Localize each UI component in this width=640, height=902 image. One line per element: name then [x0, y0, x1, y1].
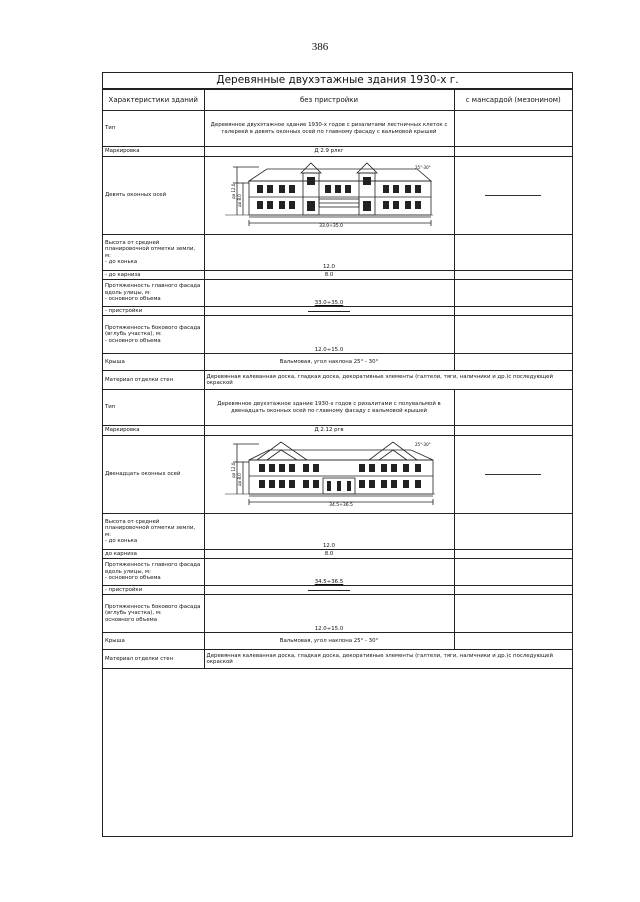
s1-side-facade-label: Протяженность бокового фасада (вглубь участка), м: — [105, 324, 201, 338]
s1-side-volume-value: 12.0÷15.0 — [204, 316, 454, 354]
s1-marking-row — [103, 147, 572, 157]
s1-marking-value: Д 2.9 рлкг — [204, 147, 454, 157]
s1-marking-label: Маркировка — [103, 147, 204, 157]
s2-marking-value: Д 2.12 ргв — [204, 426, 454, 436]
s2-facade-drawing — [219, 438, 439, 512]
s2-facade-drawing-cell — [204, 436, 454, 514]
s1-extensions-label: - пристройки — [103, 307, 204, 316]
s1-side-volume-label: - основного объема — [105, 337, 161, 344]
s1-height-label: Высота от средней планировочной отметки земли, м: — [105, 239, 196, 259]
s1-type-row — [103, 111, 572, 147]
s2-height-cornice: до 8.0 — [237, 472, 242, 486]
s2-empty-dash — [485, 474, 541, 475]
s2-roof-value: Вальмовая, угол наклона 25° - 30° — [204, 633, 454, 650]
s2-height-ridge: до 12.0 — [231, 462, 236, 478]
s2-cornice-row — [103, 550, 572, 559]
header-without-extension: без пристройки — [204, 90, 454, 111]
s1-type-label: Тип — [103, 111, 204, 147]
s2-finish-row — [103, 650, 572, 669]
header-characteristics: Характеристики зданий — [103, 90, 204, 111]
s1-roof-value: Вальмовая, угол наклона 25° - 30° — [204, 354, 454, 371]
s1-facade-drawing-cell — [204, 157, 454, 235]
s2-main-volume-label: - основного объема — [105, 575, 161, 582]
s1-roof-label: Крыша — [103, 354, 204, 371]
s2-extensions-row — [103, 586, 572, 595]
s1-height-cornice: до 8.0 — [237, 193, 242, 207]
s1-side-facade-row — [103, 316, 572, 354]
table-title: Деревянные двухэтажные здания 1930-х г. — [103, 73, 572, 89]
s2-type-row — [103, 390, 572, 426]
header-row — [103, 90, 572, 111]
s2-roof-angle: 25°-30° — [415, 441, 431, 447]
s1-cornice-value: 8.0 — [204, 271, 454, 280]
s2-side-facade-row — [103, 595, 572, 633]
s2-roof-row — [103, 633, 572, 650]
s1-ridge-label: - до конька — [105, 258, 138, 265]
s1-facade-drawing — [219, 159, 439, 233]
s1-width-dim: 33.0÷35.0 — [319, 223, 343, 229]
s2-cornice-label: до карниза — [103, 550, 204, 559]
s2-ridge-label: - до конька — [105, 537, 138, 544]
s2-drawing-label: Двенадцать оконных осей — [103, 436, 204, 514]
s1-finish-label: Материал отделки стен — [103, 371, 204, 390]
s1-empty-dash — [485, 195, 541, 196]
s2-drawing-row — [103, 436, 572, 514]
s2-finish-label: Материал отделки стен — [103, 650, 204, 669]
page-number: 386 — [311, 41, 329, 53]
s2-side-facade-label: Протяженность бокового фасада (вглубь участка), м: — [105, 603, 201, 617]
s2-marking-row — [103, 426, 572, 436]
s1-cornice-row — [103, 271, 572, 280]
s2-extensions-label: - пристройки — [103, 586, 204, 595]
s1-main-volume-label: - основного объема — [105, 296, 161, 303]
s2-marking-label: Маркировка — [103, 426, 204, 436]
s1-type-text: Деревянное двухэтажное здание 1930-х годов с ризалитами лестничных клеток с галереей в девять оконных осей по главному фасаду с вальмовой крышей — [204, 111, 454, 147]
s2-main-facade-row — [103, 559, 572, 586]
characteristics-table — [103, 89, 572, 669]
s2-ridge-value: 12.0 — [204, 514, 454, 550]
s2-height-label: Высота от средней планировочной отметки земли, м: — [105, 518, 196, 538]
s1-ridge-value: 12.0 — [204, 235, 454, 271]
s2-cornice-value: 8.0 — [204, 550, 454, 559]
characteristics-table-frame — [102, 72, 573, 837]
s1-roof-row — [103, 354, 572, 371]
s2-main-volume-value: 34.5÷36.5 — [314, 578, 344, 585]
s2-height-row — [103, 514, 572, 550]
s2-extensions-dash — [308, 590, 350, 591]
s1-main-facade-label: Протяженность главного фасада вдоль улицы, м: — [105, 283, 201, 296]
s1-cornice-label: - до карниза — [103, 271, 204, 280]
s1-main-volume-value: 33.0÷35.0 — [314, 299, 344, 306]
s2-type-text: Деревянное двухэтажное здание 1930-х годов с ризалитами с полувальмой в двенадцать оконных осей по главному фасаду с вальмовой крышей — [204, 390, 454, 426]
s2-main-facade-label: Протяженность главного фасада вдоль улицы, м: — [105, 562, 201, 575]
s2-side-volume-label: основного объема — [105, 616, 158, 623]
s1-extensions-row — [103, 307, 572, 316]
s1-mansard-drawing-cell — [454, 157, 572, 235]
s1-finish-row — [103, 371, 572, 390]
header-with-mansard: с мансардой (мезонином) — [454, 90, 572, 111]
s1-drawing-label: Девять оконных осей — [103, 157, 204, 235]
s2-roof-label: Крыша — [103, 633, 204, 650]
s2-mansard-drawing-cell — [454, 436, 572, 514]
s1-extensions-dash — [308, 311, 350, 312]
s1-drawing-row — [103, 157, 572, 235]
s1-roof-angle: 25°-30° — [415, 164, 431, 170]
s2-type-label: Тип — [103, 390, 204, 426]
s2-finish-value: Деревянная калеванная доска, гладкая доска, декоративные элементы (галтели, тяги, наличники и др.)с последующей окраской — [204, 650, 572, 669]
s1-finish-value: Деревянная калеванная доска, гладкая доска, декоративные элементы (галтели, тяги, наличники и др.)с последующей окраской — [204, 371, 572, 390]
s1-height-ridge: до 12.0 — [231, 183, 236, 199]
s2-width-dim: 34.5÷36.5 — [329, 502, 353, 508]
s2-side-volume-value: 12.0÷15.0 — [204, 595, 454, 633]
s1-height-row — [103, 235, 572, 271]
s1-main-facade-row — [103, 280, 572, 307]
